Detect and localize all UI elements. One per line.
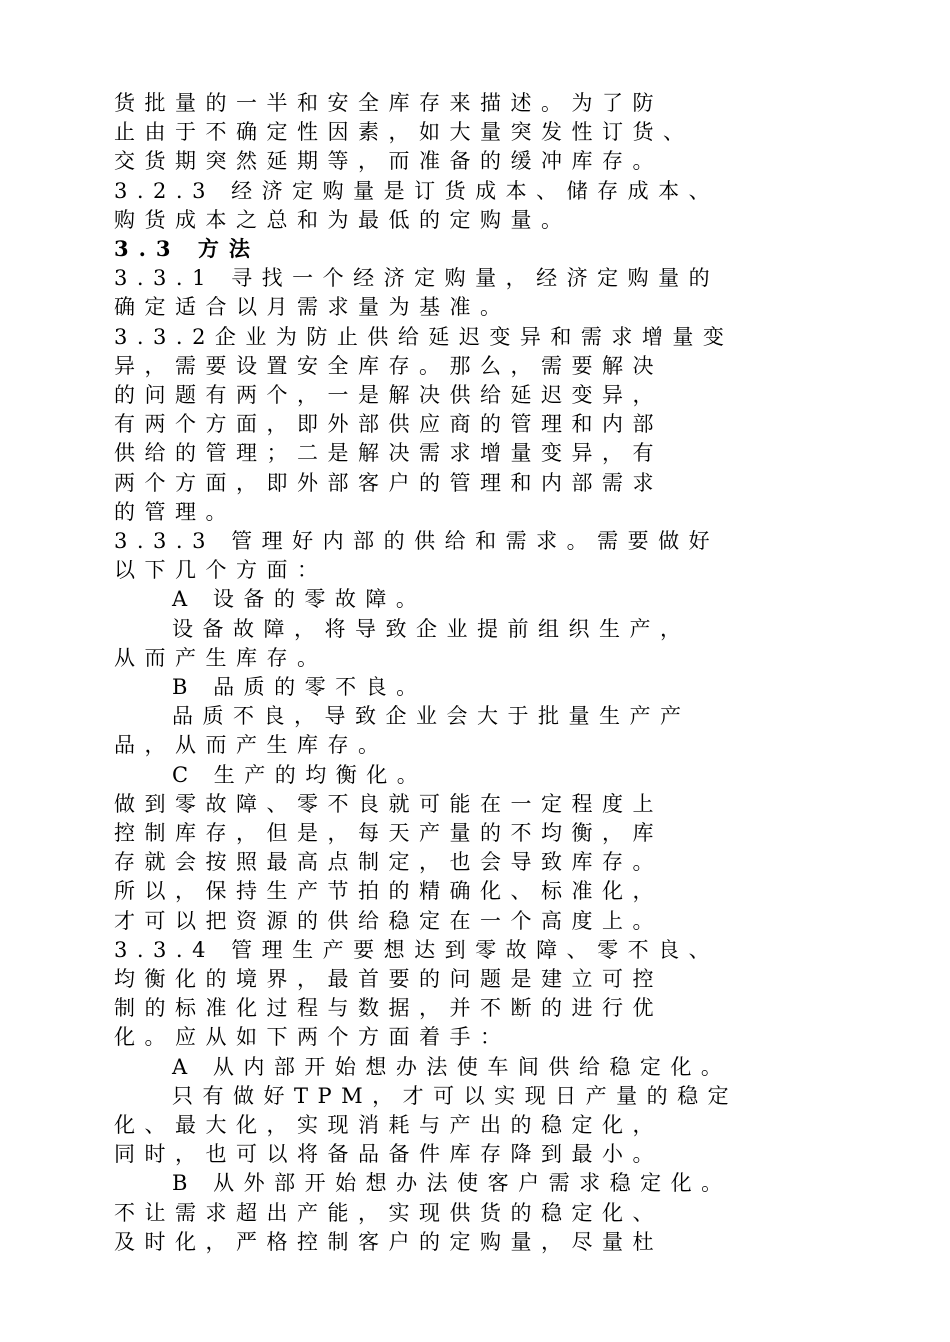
text-line: 设备故障，将导致企业提前组织生产， [172,617,691,641]
text-line: 品质不良，导致企业会大于批量生产产 [172,704,691,728]
text-line: 存就会按照最高点制定，也会导致库存。 [114,850,663,874]
text-line: 3.3.4 管理生产要想达到零故障、零不良、 [114,938,720,962]
text-line: 货批量的一半和安全库存来描述。为了防 [114,91,663,115]
text-line: 的问题有两个，一是解决供给延迟变异， [114,383,663,407]
text-line: 均衡化的境界，最首要的问题是建立可控 [114,967,663,991]
text-line: 控制库存，但是，每天产量的不均衡，库 [114,821,663,845]
list-item-heading: A 从内部开始想办法使车间供给稳定化。 [172,1055,732,1079]
text-line: 止由于不确定性因素，如大量突发性订货、 [114,120,694,144]
list-item-heading: C 生产的均衡化。 [172,763,428,787]
text-line: 以下几个方面： [114,558,328,582]
text-line: 所以，保持生产节拍的精确化、标准化， [114,879,663,903]
text-line: 品，从而产生库存。 [114,733,389,757]
text-line: 交货期突然延期等，而准备的缓冲库存。 [114,149,663,173]
text-line: 3.3.2企业为防止供给延迟变异和需求增量变 [114,325,734,349]
text-line: 只有做好TPM，才可以实现日产量的稳定 [172,1084,739,1108]
text-line: 3.3.3 管理好内部的供给和需求。需要做好 [114,529,720,553]
text-line: 及时化，严格控制客户的定购量，尽量杜 [114,1230,663,1254]
text-line: 有两个方面，即外部供应商的管理和内部 [114,412,663,436]
text-line: 3.2.3 经济定购量是订货成本、储存成本、 [114,179,720,203]
list-item-heading: B 从外部开始想办法使客户需求稳定化。 [172,1171,732,1195]
text-line: 才可以把资源的供给稳定在一个高度上。 [114,909,663,933]
list-item-heading: B 品质的零不良。 [172,675,427,699]
section-heading: 3.3 方法 [114,236,260,261]
text-line: 制的标准化过程与数据，并不断的进行优 [114,996,663,1020]
text-line: 两个方面，即外部客户的管理和内部需求 [114,471,663,495]
text-line: 化。应从如下两个方面着手： [114,1025,511,1049]
text-line: 同时，也可以将备品备件库存降到最小。 [114,1142,663,1166]
text-line: 从而产生库存。 [114,646,328,670]
text-line: 化、最大化，实现消耗与产出的稳定化， [114,1113,663,1137]
text-line: 供给的管理；二是解决需求增量变异，有 [114,441,663,465]
text-line: 购货成本之总和为最低的定购量。 [114,208,572,232]
text-line: 做到零故障、零不良就可能在一定程度上 [114,792,663,816]
text-line: 的管理。 [114,500,236,524]
list-item-heading: A 设备的零故障。 [172,587,427,611]
text-line: 3.3.1 寻找一个经济定购量，经济定购量的 [114,266,720,290]
text-line: 确定适合以月需求量为基准。 [114,295,511,319]
text-line: 异，需要设置安全库存。那么，需要解决 [114,354,663,378]
text-line: 不让需求超出产能，实现供货的稳定化、 [114,1201,663,1225]
